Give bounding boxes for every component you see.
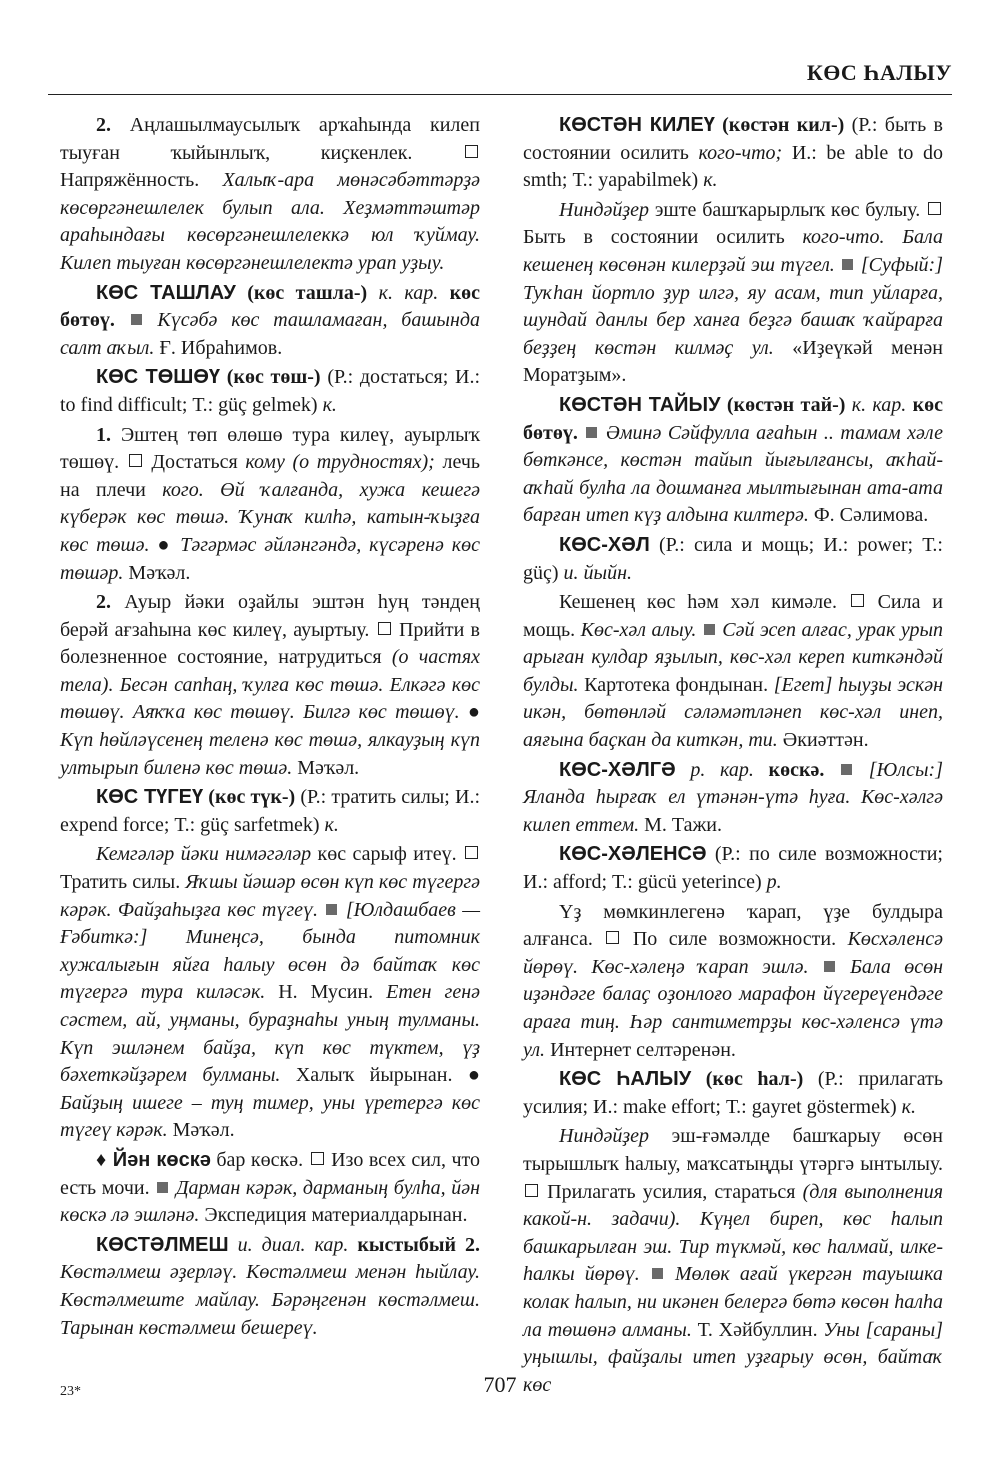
entry-sense: Ниндәйҙер эште башҡарырлыҡ көс булыу. Быть в состоянии осилить кого-что. Бала кешенең көсөнән килерҙәй эш түгел. [Суфый:] Туҡһан йортло ҙур илгә, яу асам, тип уйларға, шундай данлы бер ханға беҙгә башаҡ ҡайрарға беҙҙең көстән килмәҫ ул. «Иҙеүкәй менән Моратҙым». [523,198,944,387]
russian-marker-icon [129,454,142,467]
entry-sense: Кешенең көс һәм хәл кимәле. Сила и мощь. Көс-хәл алыу. Сәй эсеп алғас, урак урып арыған кулдар яҙылып, көс-хәл кереп киткәндәй булды. Картотека фондынан. [Егет] һыуҙы эскән икән, бөтөнләй сәләмәтләнеп көс-хәл инеп, аяғына баҫкан да киткән, ти. Әкиәттән. [523,591,943,752]
right-column [523,112,943,1401]
entry-kos-halense: КӨС-ХӘЛЕНСӘ (Р.: по силе возможности; И.: afford; Т.: gücü yeterince) р. [523,843,943,894]
running-header [48,58,952,95]
russian-marker-icon [928,202,941,215]
example-marker-icon [586,427,597,438]
header-title: КӨС ҺАЛЫУ [806,60,952,85]
entry-sense: Кемгәләр йәки нимәгәләр көс сарыф итеү. Тратить силы. Яҡшы йәшәр өсөн күп көс түгергә кәрәк. Файҙаһыҙға көс түгеү. [Юлдашбаев — Ғәбиткә:] Минеңсә, бында питомник хужалығын яйға һалыу өсөн дә байтаҡ көс түгергә тура киләсәк. Н. Мусин. Етен генә сәстем, ай, уңманы, бураҙнаһы уның тулманы. Күп эшләнем байҙа, күп көс түктем, үҙ бәхеткәйҙәрем булманы. Халыҡ йырынан. ● Байҙың ишеге – туң тимер, уны үретергә көс түгеү кәрәк. Мәҡәл. [60,843,481,1142]
russian-marker-icon [465,145,478,158]
russian-marker-icon [525,1184,538,1197]
proverb-bullet-icon: ● [467,1064,480,1087]
entry-phrase: ♦ Йән көскә бар көскә. Изо всех сил, что есть мочи. Дарман кәрәк, дарманың булһа, йән көскә лә эшләнә. Экспедиция материалдарынан. [60,1148,481,1227]
printer-signature: 23* [60,1384,81,1399]
entry-sense: 2. Аңлашылмаусылыҡ арҡаһында килеп тыуған ҡыйынлыҡ, киҫкенлек. Напряжённость. Халыҡ-ара мөнәсәбәттәрҙә көсөргәнешлелек булып ала. Хеҙмәттәштәр араһындағы көсөргәнешлелеккә юл ҡуймау. Килеп тыуған көсөргәнешлелектә урап уҙыу. [60,114,480,274]
russian-marker-icon [378,622,391,635]
entry-sense: 1. Эштең төп өлөшө тура килеү, ауырлыҡ төшөү. Достаться кому (о трудностях); лечь на плечи кого. Өй ҡалғанда, хужа кешегә күберәк көс төшә. Ҡунаҡ килһә, катын-ҡыҙға көс төшә. ● Тәгәрмәс әйләнгәндә, күсәренә көс төшәр. Мәҡәл. [60,423,481,584]
entry-kos-halga: КӨС-ХӘЛГӘ р. кар. көскә. [Юлсы:] Яланда һырғаҡ ел үтәнән-үтә һуға. Көс-хәлгә килеп еттем. М. Тажи. [523,758,943,836]
entry-sense: 2. Ауыр йәки оҙайлы эштән һуң тәндең берәй ағзаһына көс килеү, ауыртыу. Прийти в болезненное состояние, натрудиться (о частях тела). Бесән сапһаң, ҡулға көс төшә. Елкәгә көс төшөү. Аяҡҡа көс төшөү. Билгә көс төшөү. ● Күп һөйләүсенең теленә көс төшә, ялкауҙың күп ултырып биленә көс төшә. Мәҡәл. [60,591,481,779]
entry-kos-tugeu: КӨС ТҮГЕҮ (көс түк-) (Р.: тратить силы; И.: expend force; Т.: güç sarfetmek) к. [60,786,480,836]
example-marker-icon [131,314,142,325]
example-marker-icon [842,259,853,270]
example-marker-icon [652,1268,663,1279]
russian-marker-icon [851,594,864,607]
proverb-bullet-icon: ● [157,533,173,556]
example-marker-icon [704,624,715,635]
entry-kostalmesh: КӨСТӘЛМЕШ и. диал. кар. кыстыбый 2. Көстәлмеш әҙерләү. Көстәлмеш менән һыйлау. Көстәлмеште майлау. Бәрәңгенән көстәлмеш. Тарынан көстәлмеш бешереү. [60,1233,481,1339]
russian-marker-icon [606,931,619,944]
entry-kos-hal: КӨС-ХӘЛ (Р.: сила и мощь; И.: power; Т.: güç) и. йыйн. [523,533,943,584]
entry-kos-halyu: КӨС ҺАЛЫУ (көс һал-) (Р.: прилагать усилия; И.: make effort; Т.: gayret göstermek) к. [523,1068,944,1118]
left-column [60,112,480,1344]
russian-marker-icon [311,1152,324,1165]
entry-sense: Үҙ мөмкинлегенә ҡарап, үҙе булдыра алғанса. По силе возможности. Көсхәленсә йөрөү. Көс-хәлеңә ҡарап эшлә. Бала өсөн иҙәндәге балаҫ оҙонлоғо марафон йүгереүендәге араға тиң. Һәр сантиметрҙы көс-хәленсә үтә ул. Интернет селтәренән. [523,900,944,1061]
page-number: 707 [483,1372,517,1397]
example-marker-icon [824,961,835,972]
entry-kostan-kileu: КӨСТӘН КИЛЕҮ (көстән кил-) (Р.: быть в состоянии осилить кого-что; И.: be able to do smth; Т.: yapabilmek) к. [523,114,943,192]
proverb-bullet-icon: ● [467,701,480,724]
example-marker-icon [326,904,337,915]
entry-kos-tashlau: КӨС ТАШЛАУ (көс ташла-) к. кар. көс бөтөү. Күсәбә көс ташламаған, башында салт аҡыл. Ғ. Ибраһимов. [60,281,481,359]
example-marker-icon [841,764,852,775]
diamond-icon: ♦ [96,1148,107,1171]
entry-sense: Ниндәйҙер эш-ғәмәлде башҡарыу өсөн тырышлыҡ һалыу, маҡсатыңды үтәргә ынтылыу. Прилагать усилия, стараться (для выполнения какой-н. задачи). Күңел биреп, көс һалып башкарылған эш. Тир түкмәй, көс һалмай, илке-һалкы йөрөү. Мөлөк ағай үкергән тауышка колак һалып, ни икәнен белергә бөтә көсөн һалһа ла төшөнә алманы. Т. Хәйбуллин. Уны [сараны] уңышлы, файҙалы итеп уҙғарыу өсөн, байтаҡ көс [523,1125,944,1396]
russian-marker-icon [465,846,478,859]
example-marker-icon [157,1182,168,1193]
entry-kostan-tayyu: КӨСТӘН ТАЙЫУ (көстән тай-) к. кар. көс бөтөү. Әминә Сәйфулла ағаһын .. тамам хәле бөткәнсе, көстән тайып йығылғансы, аҡһай-аҡһай булһа ла дошманға мылтығынан ата-ата барған итеп күҙ алдына килтерә. Ф. Сәлимова. [523,393,944,527]
entry-kos-toshou: КӨС ТӨШӨҮ (көс төш-) (Р.: достаться; И.: to find difficult; Т.: güç gelmek) к. [60,366,480,416]
